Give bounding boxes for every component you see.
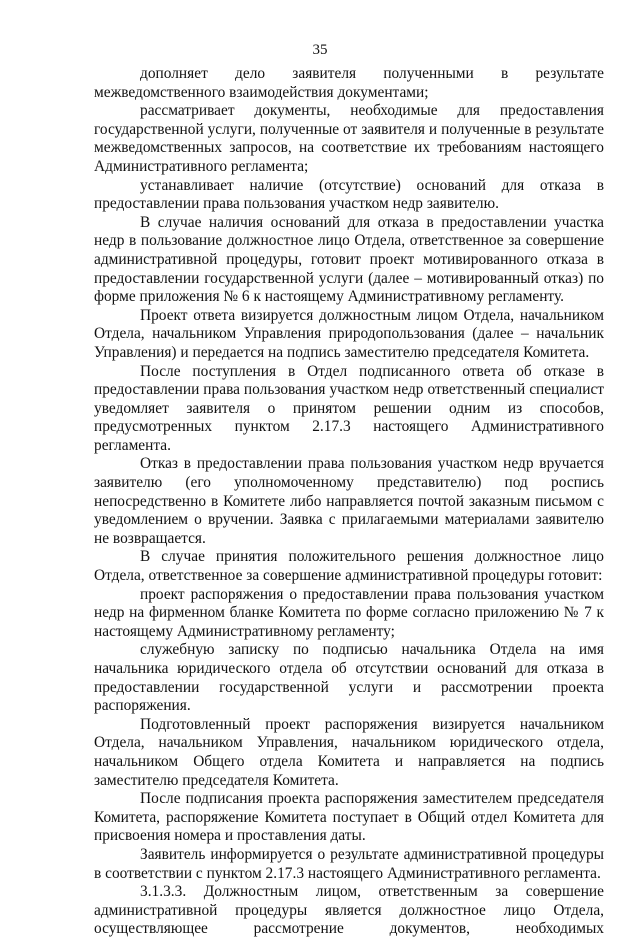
paragraph: После поступления в Отдел подписанного ответа об отказе в предоставлении права пользования участком недр ответственный специалист уведомляет заявителя о принятом решении одним из способов, предусмотренных пунктом 2.17.3 настоящего Административного регламента. [94,362,604,454]
page-number: 35 [312,42,328,58]
document-body [94,65,604,939]
paragraph: Отказ в предоставлении права пользования участком недр вручается заявителю (его уполномоченному представителю) под роспись непосредственно в Комитете либо направляется почтой заказным письмом с уведомлением о вручении. Заявка с прилагаемыми материалами заявителю не возвращается. [94,455,604,547]
paragraph: В случае наличия оснований для отказа в предоставлении участка недр в пользование должностное лицо Отдела, ответственное за совершение административной процедуры, готовит проект мотивированного отказа в предоставлении государственной услуги (далее – мотивированный отказ) по форме приложения № 6 к настоящему Административному регламенту. [94,213,604,306]
paragraph: Проект ответа визируется должностным лицом Отдела, начальником Отдела, начальником Управления природопользования (далее – начальник Управления) и передается на подпись заместителю председателя Комитета. [94,306,604,361]
paragraph: рассматривает документы, необходимые для предоставления государственной услуги, полученные от заявителя и полученные в результате межведомственных запросов, на соответствие их требованиям настоящего Административного регламента; [94,102,604,175]
paragraph: проект распоряжения о предоставлении права пользования участком недр на фирменном бланке Комитета по форме согласно приложению № 7 к настоящему Административному регламенту; [94,585,604,640]
paragraph: В случае принятия положительного решения должностное лицо Отдела, ответственное за совершение административной процедуры готовит: [94,548,604,585]
paragraph: служебную записку по подписью начальника Отдела на имя начальника юридического отдела об отсутствии оснований для отказа в предоставлении государственной услуги и рассмотрении проекта распоряжения. [94,641,604,715]
paragraph: дополняет дело заявителя полученными в результате межведомственного взаимодействия документами; [94,65,604,101]
paragraph: Заявитель информируется о результате административной процедуры в соответствии с пунктом 2.17.3 настоящего Административного регламента. [94,845,604,882]
paragraph: устанавливает наличие (отсутствие) оснований для отказа в предоставлении права пользования участком недр заявителю. [94,176,604,213]
paragraph: Подготовленный проект распоряжения визируется начальником Отдела, начальником Управления, начальником юридического отдела, начальником Общего отдела Комитета и направляется на подпись заместителю председателя Комитета. [94,715,604,789]
paragraph: 3.1.3.3. Должностным лицом, ответственным за совершение административной процедуры является должностное лицо Отдела, осуществляющее рассмотрение документов, необходимых [94,883,604,938]
paragraph: После подписания проекта распоряжения заместителем председателя Комитета, распоряжение Комитета поступает в Общий отдел Комитета для присвоения номера и проставления даты. [94,790,604,845]
